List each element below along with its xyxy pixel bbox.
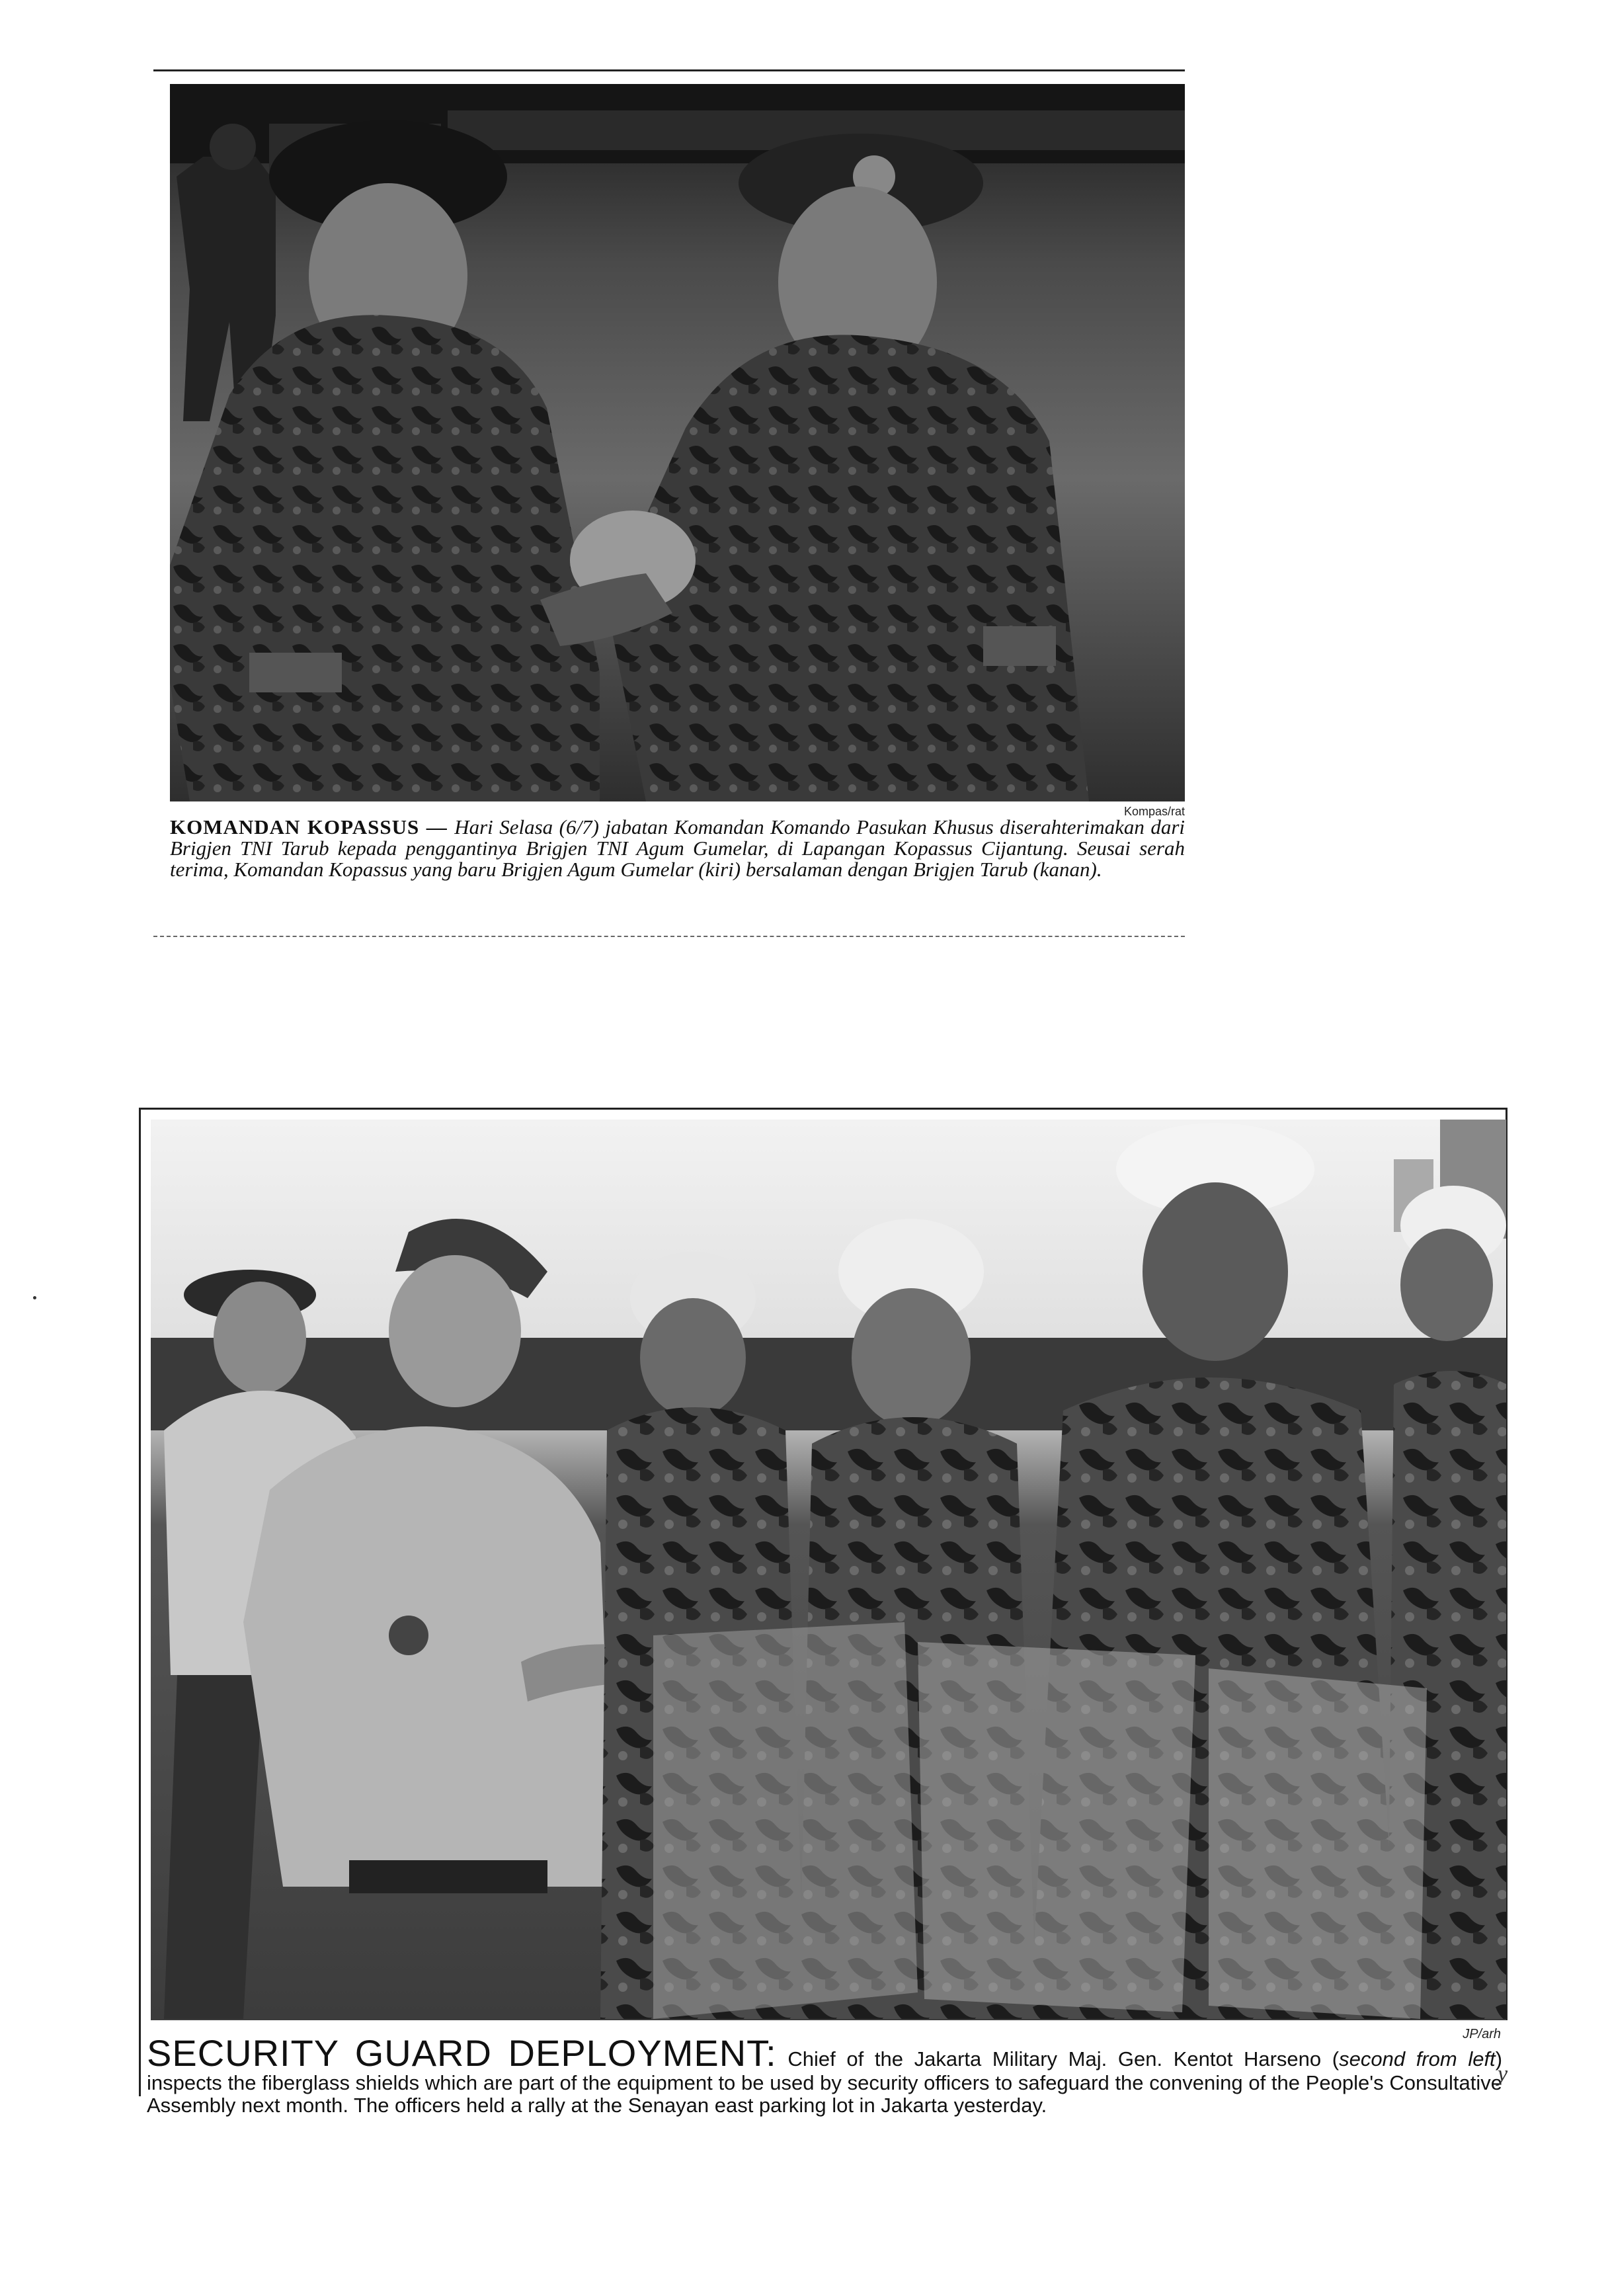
caption-italic: second from left	[1339, 2047, 1496, 2070]
photo-shield-inspection	[151, 1120, 1506, 2020]
clipping-security-guard	[139, 1108, 1508, 2139]
caption-headline: SECURITY GUARD DEPLOYMENT:	[147, 2032, 777, 2074]
photo-handshake	[170, 84, 1185, 801]
clipping-kopassus	[153, 69, 1185, 942]
photo-credit: JP/arh	[1463, 2027, 1501, 2041]
caption-headline: KOMANDAN KOPASSUS	[170, 815, 420, 839]
frame-left	[139, 1108, 141, 2096]
photo-shield-inspection-graphic	[151, 1120, 1506, 2020]
caption	[170, 817, 1185, 880]
stray-mark	[33, 1296, 36, 1299]
bottom-rule	[153, 936, 1185, 938]
caption-dash: —	[419, 815, 455, 839]
caption-text-2: ) inspects the fiberglass shields which are part of the equipment to be used by security officers to safeguard the convening of the People's Consultative Assembly next month. The officers held a rally at the Senayan east parking lot in Jakarta yesterday.	[147, 2047, 1503, 2117]
photo-handshake-graphic	[170, 84, 1185, 801]
margin-mark: y	[1498, 2062, 1508, 2086]
top-rule	[153, 69, 1185, 71]
caption-body: Hari Selasa (6/7) jabatan Komandan Komando Pasukan Khusus diserahterimakan dari Brigjen TNI Tarub kepada penggantinya Brigjen TNI Agum Gumelar, di Lapangan Kopassus Cijantung. Seusai serah terima, Komandan Kopassus yang baru Brigjen Agum Gumelar (kiri) bersalaman dengan Brigjen Tarub (kanan).	[170, 815, 1185, 881]
photo-credit: Kompas/rat	[1123, 805, 1185, 818]
caption-text-1: Chief of the Jakarta Military Maj. Gen. Kentot Harseno (	[787, 2047, 1340, 2070]
frame-top	[139, 1108, 1508, 1110]
